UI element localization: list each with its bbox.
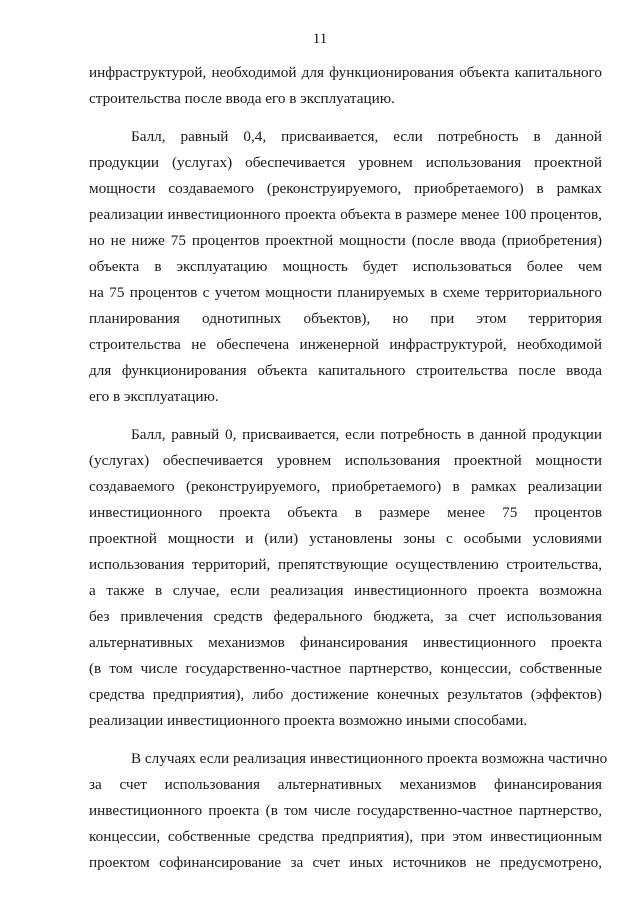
paragraph-partial-financing	[89, 746, 608, 876]
text-line: реализации инвестиционного проекта возможно иными способами.	[89, 712, 528, 729]
paragraph-score-0-4	[89, 124, 602, 410]
text-line: Балл, равный 0, присваивается, если потребность в данной продукции	[131, 426, 602, 443]
text-line: Балл, равный 0,4, присваивается, если потребность в данной	[131, 128, 602, 145]
text-line: создаваемого (реконструируемого, приобретаемого) в рамках реализации	[89, 478, 602, 495]
text-line: инфраструктурой, необходимой для функционирования объекта капитального	[89, 64, 602, 81]
text-line: строительства после ввода его в эксплуатацию.	[89, 90, 395, 107]
text-line: инвестиционного проекта объекта в размере менее 75 процентов	[89, 504, 602, 521]
text-line: объекта в эксплуатацию мощность будет использоваться более чем	[89, 258, 602, 275]
text-line: альтернативных механизмов финансирования инвестиционного проекта	[89, 634, 602, 651]
paragraph-continuation	[89, 60, 602, 112]
text-line: строительства не обеспечена инженерной инфраструктурой, необходимой	[89, 336, 602, 353]
text-line: (услугах) обеспечивается уровнем использования проектной мощности	[89, 452, 602, 469]
text-line: планирования однотипных объектов), но при этом территория	[89, 310, 602, 327]
text-line: продукции (услугах) обеспечивается уровнем использования проектной	[89, 154, 602, 171]
text-line: проектной мощности и (или) установлены зоны с особыми условиями	[89, 530, 602, 547]
document-body	[89, 60, 608, 876]
text-line: за счет использования альтернативных механизмов финансирования	[89, 776, 602, 793]
text-line: на 75 процентов с учетом мощности планируемых в схеме территориального	[89, 284, 602, 301]
text-line: но не ниже 75 процентов проектной мощности (после ввода (приобретения)	[89, 232, 602, 249]
text-line: средства предприятия), либо достижение конечных результатов (эффектов)	[89, 686, 602, 703]
text-line: без привлечения средств федерального бюджета, за счет использования	[89, 608, 602, 625]
text-line: для функционирования объекта капитального строительства после ввода	[89, 362, 602, 379]
text-line: использования территорий, препятствующие осуществлению строительства,	[89, 556, 602, 573]
text-line: а также в случае, если реализация инвестиционного проекта возможна	[89, 582, 602, 599]
paragraph-score-0	[89, 422, 602, 734]
text-line: проектом софинансирование за счет иных источников не предусмотрено,	[89, 854, 602, 871]
text-line: реализации инвестиционного проекта объекта в размере менее 100 процентов,	[89, 206, 602, 223]
text-line: инвестиционного проекта (в том числе государственно-частное партнерство,	[89, 802, 602, 819]
text-line: мощности создаваемого (реконструируемого, приобретаемого) в рамках	[89, 180, 602, 197]
text-line: (в том числе государственно-частное партнерство, концессии, собственные	[89, 660, 602, 677]
page-number: 11	[312, 31, 328, 47]
text-line: концессии, собственные средства предприятия), при этом инвестиционным	[89, 828, 602, 845]
text-line: В случаях если реализация инвестиционного проекта возможна частично	[131, 750, 608, 767]
text-line: его в эксплуатацию.	[89, 388, 219, 405]
